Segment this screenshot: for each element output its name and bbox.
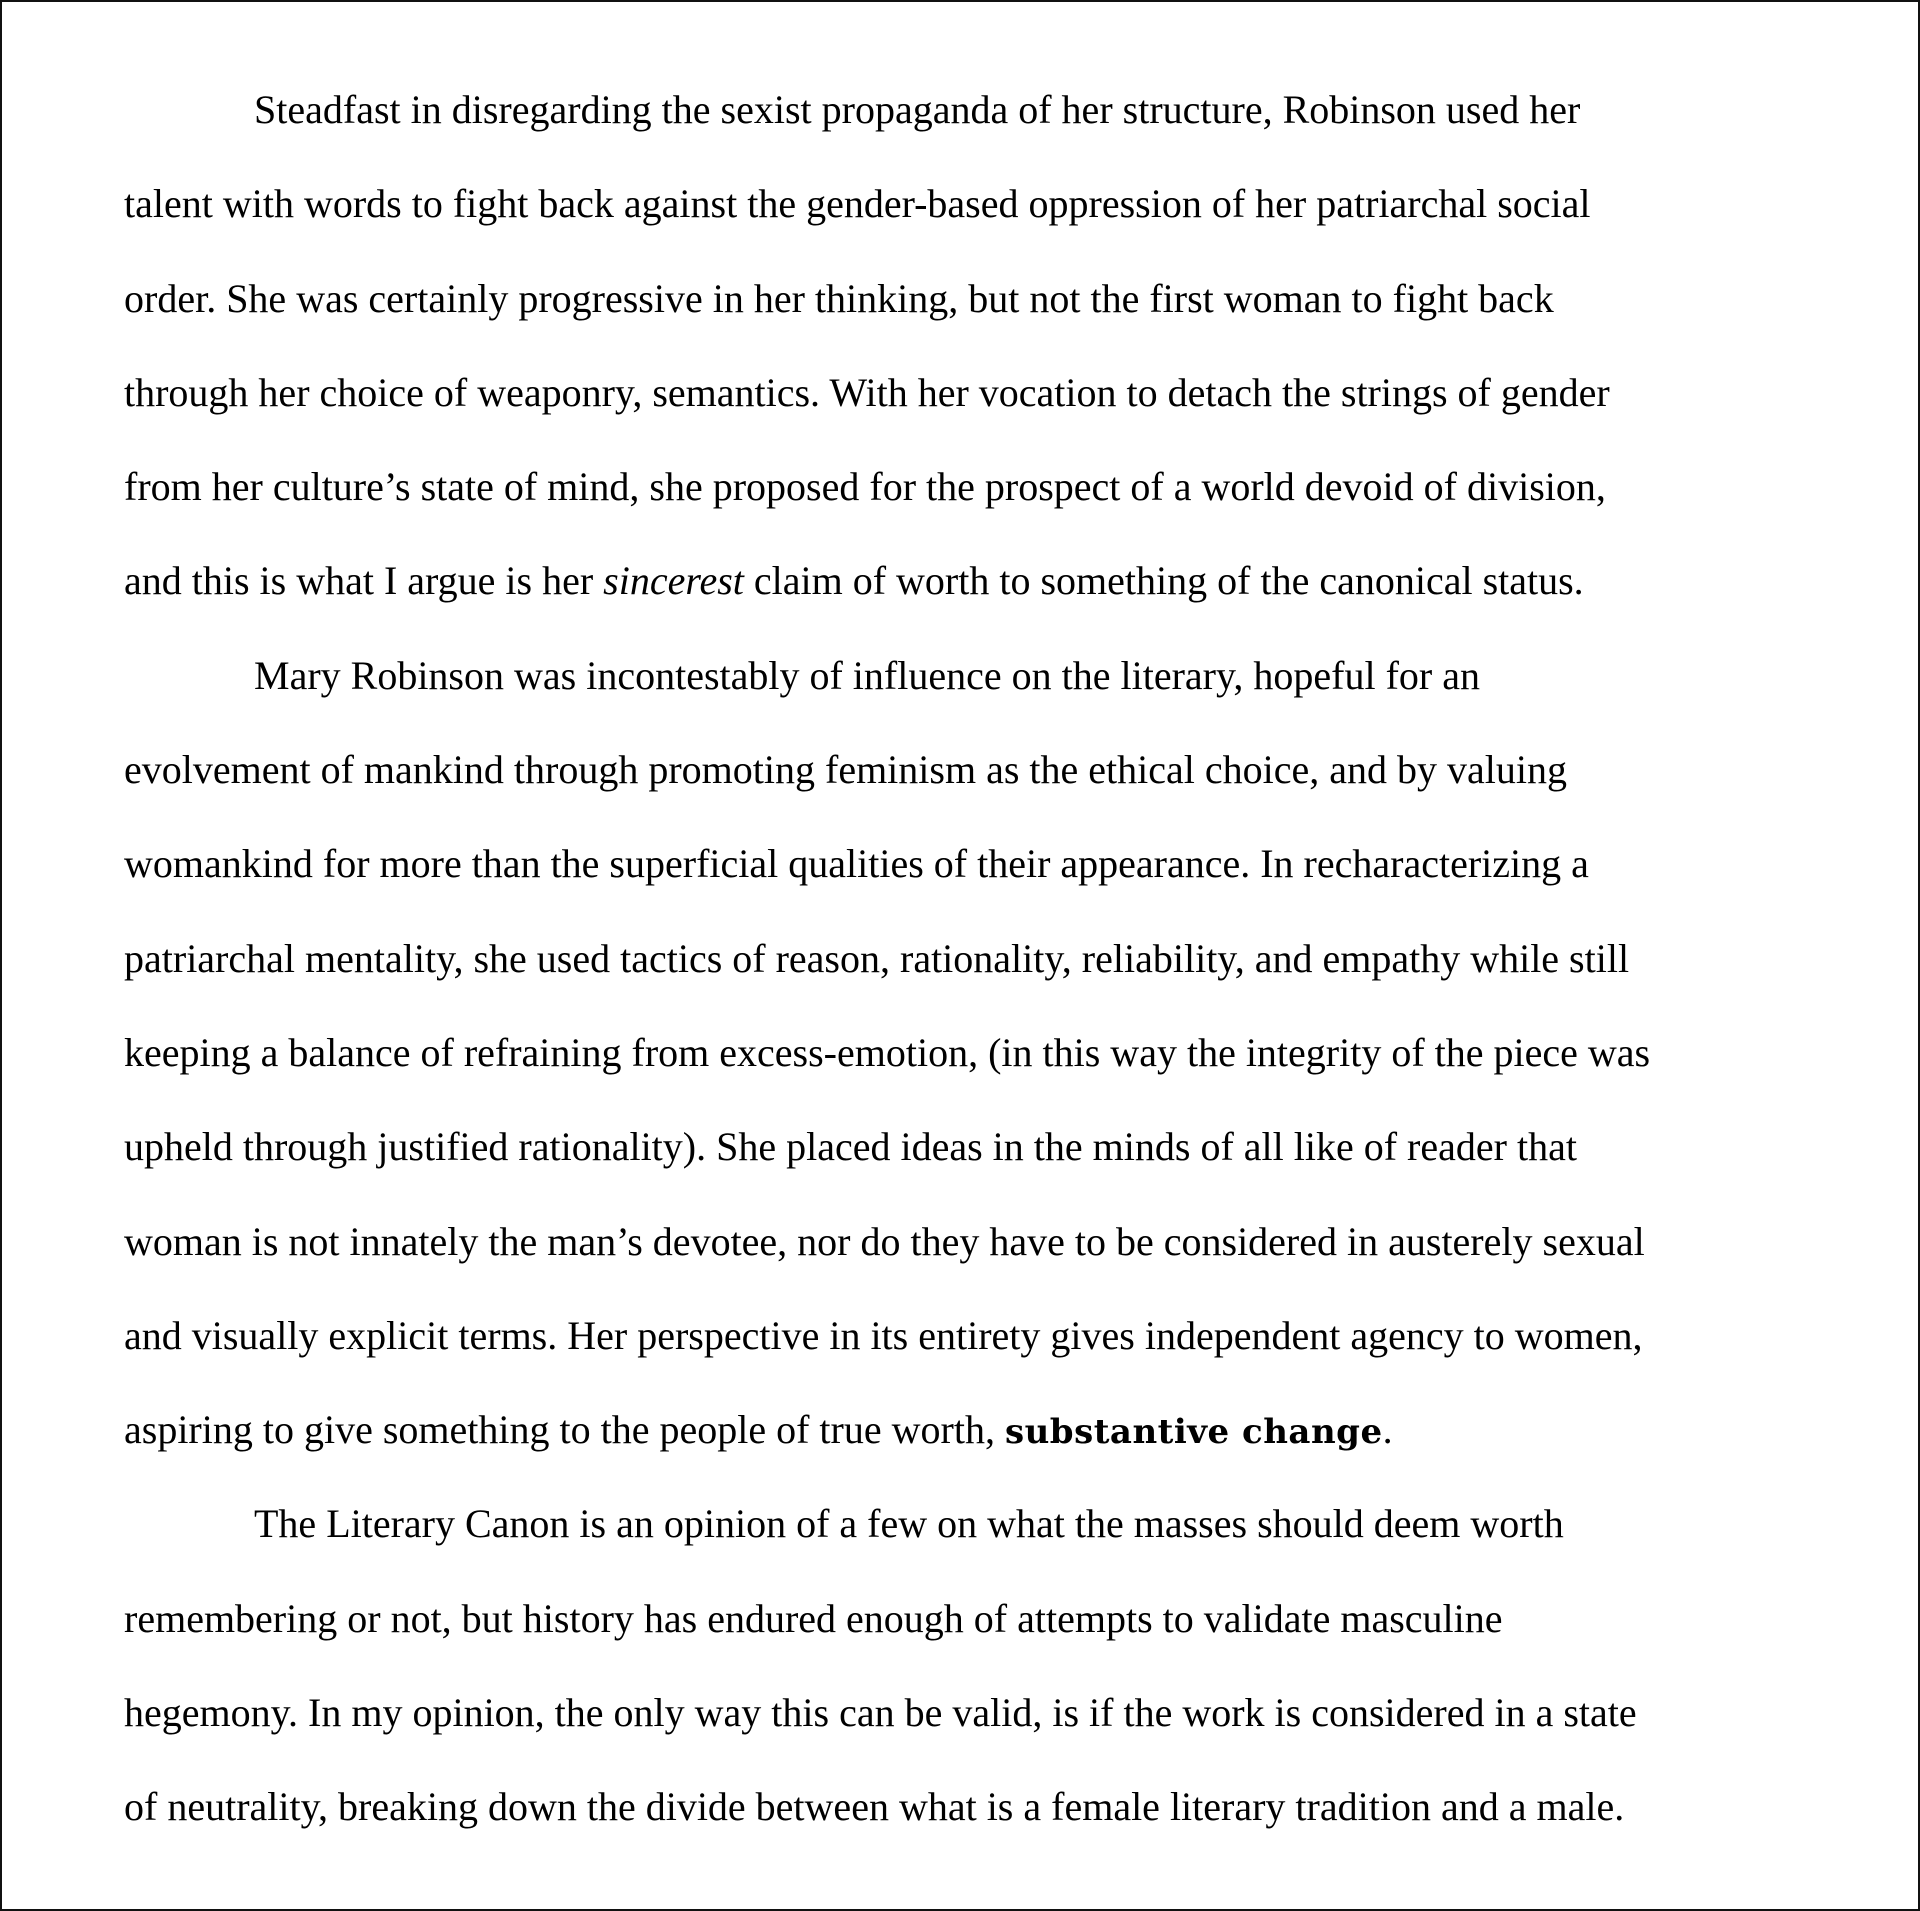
text-line: talent with words to fight back against the gender-based oppression of her patriarchal social xyxy=(124,181,1591,227)
text-line: The Literary Canon is an opinion of a few on what the masses should deem worth xyxy=(254,1501,1564,1547)
text-run: . xyxy=(1382,1407,1393,1453)
paragraph-2 xyxy=(124,644,1824,1493)
text-line: hegemony. In my opinion, the only way this can be valid, is if the work is considered in a state xyxy=(124,1690,1637,1736)
text-line xyxy=(124,1398,1824,1492)
text-line: evolvement of mankind through promoting feminism as the ethical choice, and by valuing xyxy=(124,747,1567,793)
text-line: Steadfast in disregarding the sexist propaganda of her structure, Robinson used her xyxy=(254,87,1581,132)
text-line: through her choice of weaponry, semantics. With her vocation to detach the strings of gender xyxy=(124,369,1610,415)
text-line: keeping a balance of refraining from excess-emotion, (in this way the integrity of the piece was xyxy=(124,1029,1651,1075)
document-body xyxy=(124,78,1824,1870)
paragraph-1 xyxy=(124,78,1824,644)
text-run: claim of worth to something of the canonical status. xyxy=(743,558,1584,604)
text-line: from her culture’s state of mind, she proposed for the prospect of a world devoid of division, xyxy=(124,464,1606,510)
text-line: woman is not innately the man’s devotee, nor do they have to be considered in austerely sexual xyxy=(124,1218,1645,1264)
italic-word: sincerest xyxy=(603,558,744,604)
text-line xyxy=(124,549,1824,643)
bold-phrase: substantive change xyxy=(1004,1412,1383,1453)
text-line: womankind for more than the superficial qualities of their appearance. In recharacterizing a xyxy=(124,841,1589,887)
text-run: aspiring to give something to the people of true worth, xyxy=(124,1407,1005,1453)
text-line: Mary Robinson was incontestably of influence on the literary, hopeful for an xyxy=(254,652,1480,698)
text-run: and this is what I argue is her xyxy=(124,558,604,604)
text-line: and visually explicit terms. Her perspective in its entirety gives independent agency to women, xyxy=(124,1312,1643,1358)
text-line: remembering or not, but history has endured enough of attempts to validate masculine xyxy=(124,1595,1503,1641)
paragraph-3 xyxy=(124,1492,1824,1869)
text-line: order. She was certainly progressive in her thinking, but not the first woman to fight back xyxy=(124,275,1554,321)
text-line: upheld through justified rationality). She placed ideas in the minds of all like of reader that xyxy=(124,1124,1577,1170)
text-line: of neutrality, breaking down the divide between what is a female literary tradition and a male. xyxy=(124,1784,1625,1830)
text-line: patriarchal mentality, she used tactics of reason, rationality, reliability, and empathy while still xyxy=(124,935,1630,981)
